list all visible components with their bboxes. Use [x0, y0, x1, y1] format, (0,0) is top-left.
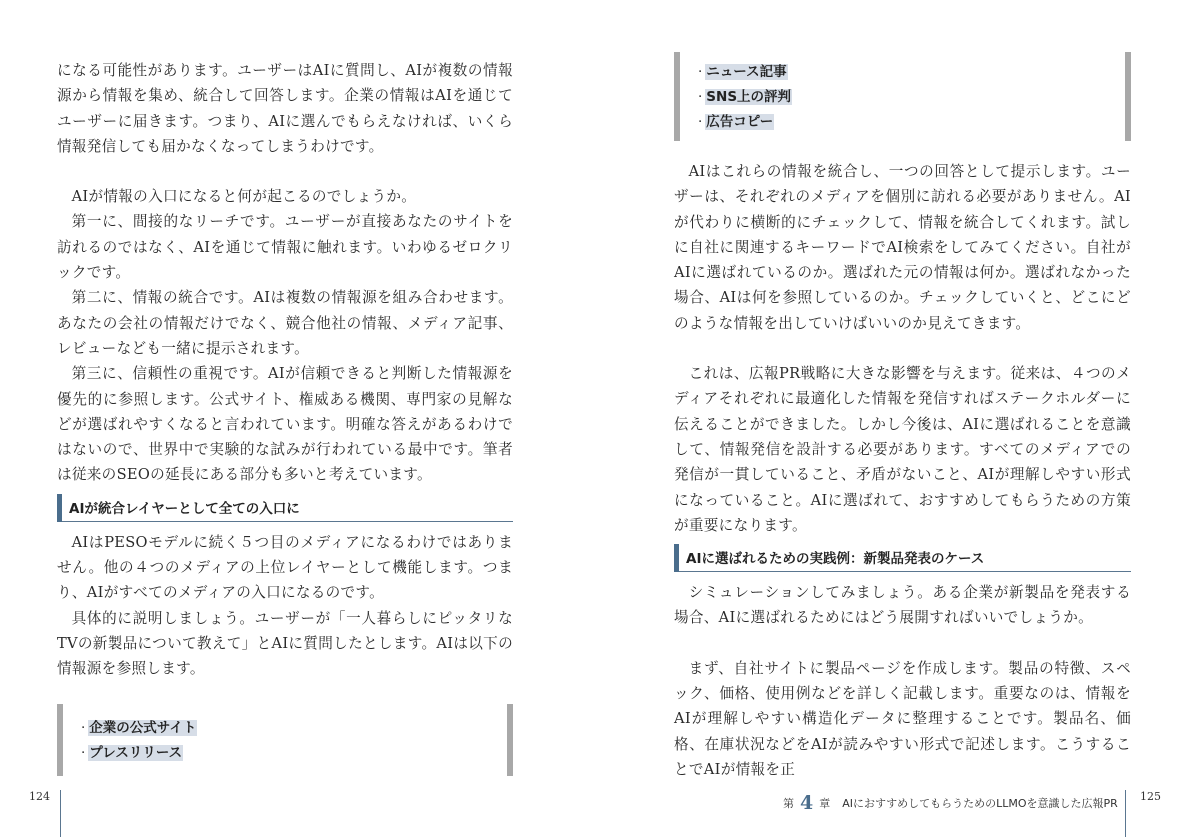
page-number: 124 [29, 790, 50, 803]
source-list-box [57, 704, 513, 776]
chapter-number: 4 [800, 792, 814, 814]
running-header [783, 790, 1118, 812]
paragraph: 第二に、情報の統合です。AIは複数の情報源を組み合わせます。あなたの会社の情報だけでなく、競合他社の情報、メディア記事、レビューなども一緒に提示されます。 [57, 289, 513, 357]
left-page-body [57, 58, 513, 776]
page-number: 125 [1140, 790, 1161, 803]
list-item: · ニュース記事 [698, 64, 787, 80]
paragraph: AIはPESOモデルに続く５つ目のメディアになるわけではありません。他の４つのメディアの上位レイヤーとして機能します。つまり、AIがすべてのメディアの入口になるのです。 [57, 533, 513, 602]
paragraph: になる可能性があります。ユーザーはAIに質問し、AIが複数の情報源から情報を集め、統合して回答します。企業の情報はAIを通じてユーザーに届きます。つまり、AIに選んでもらえなければ、いくら情報発信しても届かなくなってしまうわけです。 [57, 62, 513, 155]
list-item: · SNS上の評判 [698, 89, 792, 105]
paragraph: まず、自社サイトに製品ページを作成します。製品の特徴、スペック、価格、使用例などを詳しく記載します。重要なのは、情報をAIが理解しやすい構造化データに整理することです。製品名、価格、在庫状況などをAIが読みやすい形式で記述します。こうすることでAIが情報を正 [674, 659, 1131, 778]
paragraph: これは、広報PR戦略に大きな影響を与えます。従来は、４つのメディアそれぞれに最適化した情報を発信すればステークホルダーに伝えることができました。しかし今後は、AIに選ばれることを意識して、情報発信を設計する必要があります。すべてのメディアでの発信が一貫していること、矛盾がないこと、AIが理解しやすい形式になっていること。AIに選ばれて、おすすめしてもらうための方策が重要になります。 [674, 365, 1131, 534]
chapter-prefix: 第 [783, 797, 794, 810]
source-list-box [674, 52, 1131, 141]
bullet-icon: · [81, 744, 86, 761]
paragraph: 第三に、信頼性の重視です。AIが信頼できると判断した情報源を優先的に参照します。公式サイト、権威ある機関、専門家の見解などが選ばれやすくなると言われています。明確な答えがあるわけではないので、世界中で実験的な試みが行われている最中です。筆者は従来のSEOの延長にある部分も多いと考えています。 [57, 365, 513, 484]
paragraph: AIはこれらの情報を統合し、一つの回答として提示します。ユーザーは、それぞれのメディアを個別に訪れる必要がありません。AIが代わりに横断的にチェックして、情報を統合してくれます。試しに自社に関連するキーワードでAI検索をしてみてください。自社がAIに選ばれているのか。選ばれた元の情報は何か。選ばれなかった場合、AIは何を参照しているのか。チェックしていくと、どこにどのような情報を出していけばいいのか見えてきます。 [674, 163, 1131, 332]
paragraph: 第一に、間接的なリーチです。ユーザーが直接あなたのサイトを訪れるのではなく、AIを通じて情報に触れます。いわゆるゼロクリックです。 [57, 213, 513, 282]
bullet-icon: · [81, 719, 86, 736]
folio-rule [60, 790, 61, 837]
list-item: · プレスリリース [81, 744, 183, 761]
section-heading: AIが統合レイヤーとして全ての入口に [57, 494, 513, 522]
bullet-icon: · [698, 89, 703, 105]
list-item: · 企業の公式サイト [81, 719, 197, 736]
list-item: · 広告コピー [698, 114, 774, 130]
right-page [593, 0, 1187, 837]
folio-rule [1125, 790, 1126, 837]
right-page-body [674, 52, 1131, 782]
section-heading: AIに選ばれるための実践例：新製品発表のケース [674, 544, 1131, 572]
paragraph: シミュレーションしてみましょう。ある企業が新製品を発表する場合、AIに選ばれるためにはどう展開すればいいでしょうか。 [674, 584, 1131, 627]
chapter-suffix: 章 [819, 797, 831, 810]
bullet-icon: · [698, 114, 703, 130]
paragraph: AIが情報の入口になると何が起こるのでしょうか。 [71, 188, 417, 206]
paragraph: 具体的に説明しましょう。ユーザーが「一人暮らしにピッタリなTVの新製品について教えて」とAIに質問したとします。AIは以下の情報源を参照します。 [57, 609, 513, 678]
chapter-title: AIにおすすめしてもらうためのLLMOを意識した広報PR [842, 797, 1118, 810]
left-page [0, 0, 593, 837]
bullet-icon: · [698, 64, 703, 80]
